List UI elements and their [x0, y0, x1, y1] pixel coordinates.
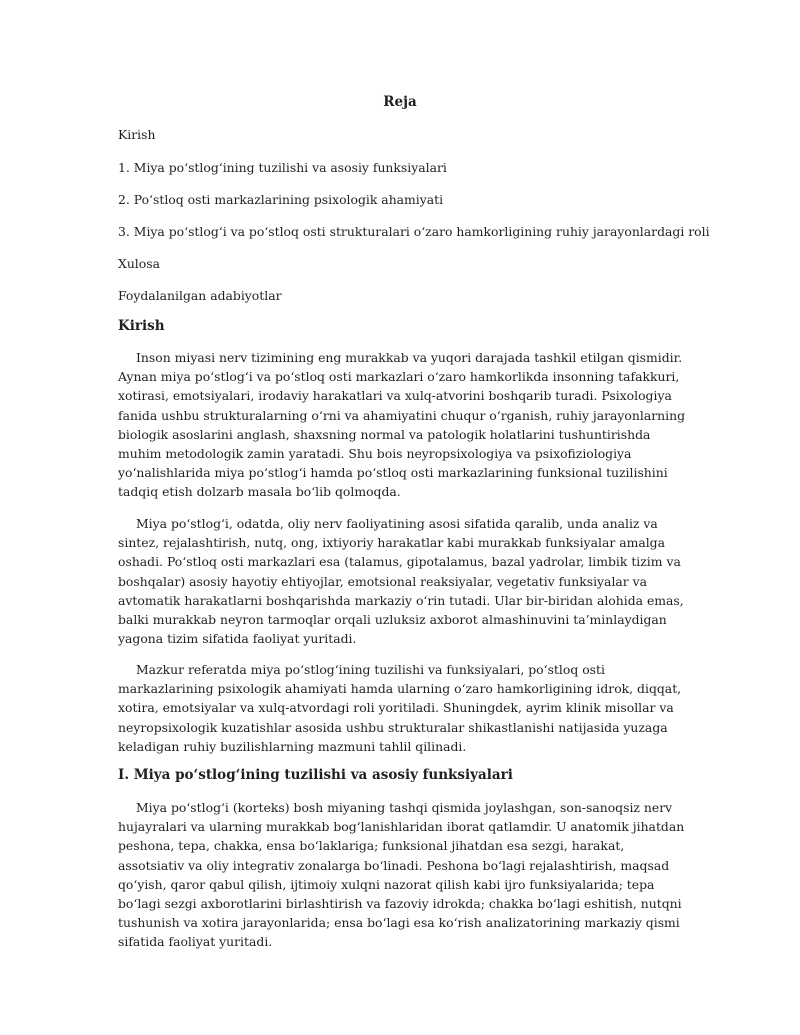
intro-paragraph-2: Miya po‘stlog‘i, odatda, oliy nerv faoliyatining asosi sifatida qaralib, unda analiz va sintez, rejalashtirish, nutq, ong, ixtiyoriy harakatlar kabi murakkab funksiyalar amalga oshadi. Po‘stloq osti markazlari esa (talamus, gipotalamus, bazal yadrolar, limbik tizim va boshqalar) asosiy hayotiy ehtiyojlar, emotsional reaksiyalar, vegetativ funksiyalar va avtomatik harakatlarni boshqarishda markaziy o‘rin tutadi. Ular bir-biridan alohida emas, balki murakkab neyron tarmoqlar orqali uzluksiz axborot almashinuvini ta’minlaydigan yagona tizim sifatida faoliyat yuritadi. — [118, 516, 684, 647]
section1-paragraph: Miya po‘stlog‘i (korteks) bosh miyaning tashqi qismida joylashgan, son-sanoqsiz nerv hujayralari va ularning murakkab bog‘lanishlaridan iborat qatlamdir. U anatomik jihatdan peshona, tepa, chakka, ensa bo‘laklariga; funksional jihatdan esa sezgi, harakat, assotsiativ va oliy integrativ zonalarga bo‘linadi. Peshona bo‘lagi rejalashtirish, maqsad qo‘yish, qaror qabul qilish, ijtimoiy xulqni nazorat qilish kabi ijro funksiyalarida; tepa bo‘lagi sezgi axborotlarini birlashtirish va fazoviy idrokda; chakka bo‘lagi eshitish, nutqni tushunish va xotira jarayonlarida; ensa bo‘lagi esa ko‘rish analizatorining markaziy qismi sifatida faoliyat yuritadi. — [118, 800, 685, 950]
intro-paragraph-1: Inson miyasi nerv tizimining eng murakkab va yuqori darajada tashkil etilgan qismidir. Aynan miya po‘stlog‘i va po‘stloq osti markazlari o‘zaro hamkorlikda insonning tafakkuri, xotirasi, emotsiyalari, irodaviy harakatlari va xulq-atvorini boshqarib turadi. Psixologiya fanida ushbu strukturalarning o‘rni va ahamiyatini chuqur o‘rganish, ruhiy jarayonlarning biologik asoslarini anglash, shaxsning normal va patologik holatlarini tushuntirishda muhim metodologik zamin yaratadi. Shu bois neyropsixologiya va psixofiziologiya yo‘nalishlarida miya po‘stlog‘i hamda po‘stloq osti markazlarining funksional tuzilishini tadqiq etish dolzarb masala bo‘lib qolmoqda. — [118, 350, 685, 500]
section-heading-intro: Kirish — [118, 318, 165, 334]
toc-item-references: Foydalanilgan adabiyotlar — [118, 288, 282, 303]
toc-item-2: 2. Po‘stloq osti markazlarining psixologik ahamiyati — [118, 192, 444, 207]
document-title: Reja — [383, 94, 417, 110]
toc-item-intro: Kirish — [118, 127, 156, 142]
intro-paragraph-3: Mazkur referatda miya po‘stlog‘ining tuzilishi va funksiyalari, po‘stloq osti markazlarining psixologik ahamiyati hamda ularning o‘zaro hamkorligining idrok, diqqat, xotira, emotsiyalar va xulq-atvordagi roli yoritiladi. Shuningdek, ayrim klinik misollar va neyropsixologik kuzatishlar asosida ushbu strukturalar shikastlanishi natijasida yuzaga keladigan ruhiy buzilishlarning mazmuni tahlil qilinadi. — [118, 662, 682, 754]
toc-item-3: 3. Miya po‘stlog‘i va po‘stloq osti strukturalari o‘zaro hamkorligining ruhiy jarayonlardagi roli — [118, 224, 710, 239]
section-heading-1: I. Miya po‘stlog‘ining tuzilishi va asosiy funksiyalari — [118, 767, 513, 783]
toc-item-conclusion: Xulosa — [118, 256, 160, 271]
toc-item-1: 1. Miya po‘stlog‘ining tuzilishi va asosiy funksiyalari — [118, 160, 447, 175]
